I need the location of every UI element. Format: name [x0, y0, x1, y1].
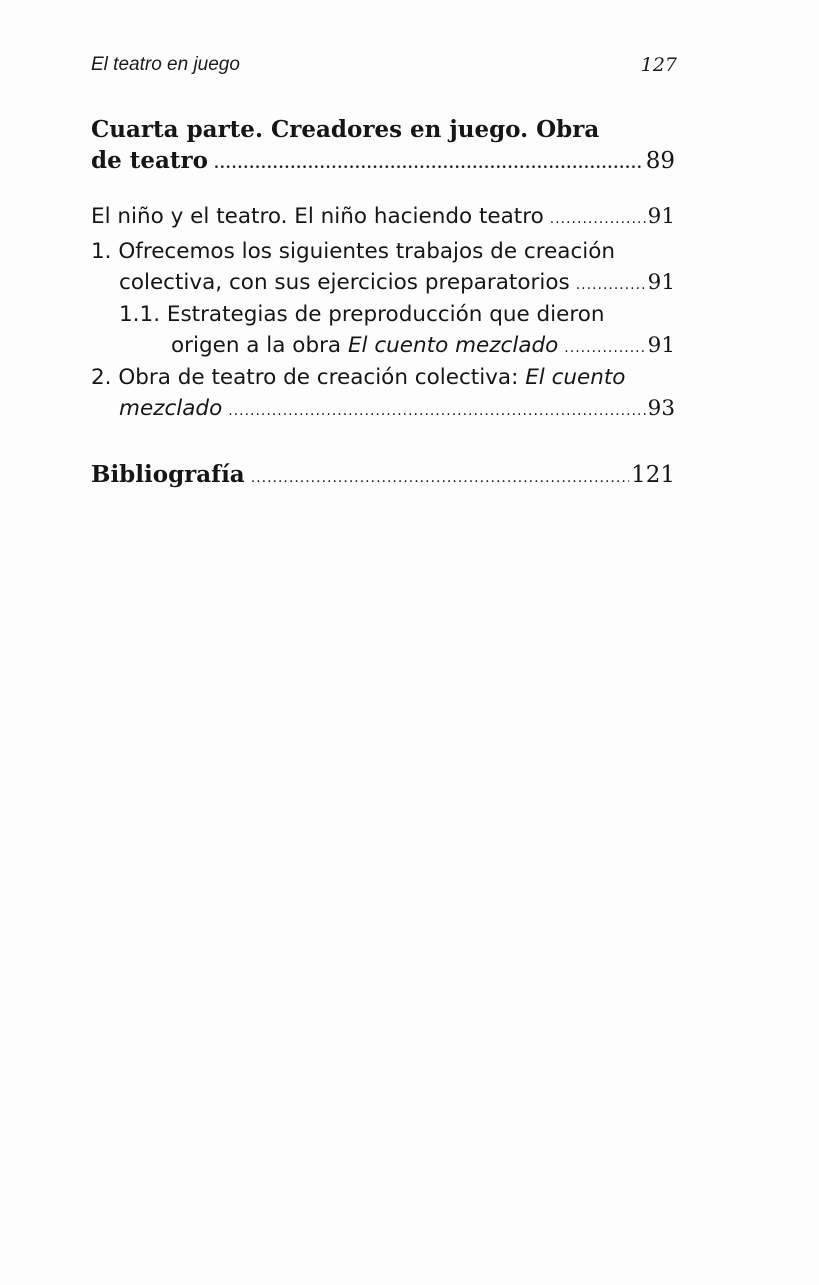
toc-entry-title: Cuarta parte. Creadores en juego. Obra — [91, 116, 600, 143]
toc-entry-2[interactable] — [91, 362, 675, 424]
running-head — [91, 54, 677, 82]
toc-entry-title-cont — [171, 330, 558, 361]
running-head-title: El teatro en juego — [91, 54, 240, 75]
toc-entry-title — [91, 362, 625, 393]
dot-leader — [228, 396, 645, 427]
toc-entry-title-cont: de teatro — [91, 147, 208, 174]
toc-entry-text: origen a la obra — [171, 333, 348, 358]
dot-leader — [251, 463, 629, 494]
toc-entry-text: 2. Obra de teatro de creación colectiva: — [91, 365, 526, 390]
dot-leader — [576, 270, 646, 301]
toc-entry-title-cont: colectiva, con sus ejercicios preparatorios — [119, 270, 570, 295]
toc-page-number: 93 — [647, 396, 675, 421]
toc-entry-italic-title: El cuento — [525, 365, 626, 390]
dot-leader — [550, 204, 646, 235]
toc-entry-el-nino[interactable] — [91, 201, 675, 232]
toc-entry-italic-title: El cuento mezclado — [347, 333, 559, 358]
toc-page-number: 91 — [647, 270, 675, 295]
toc-entry-cuarta-parte[interactable] — [91, 114, 675, 176]
toc-entry-1-1[interactable] — [91, 299, 675, 361]
dot-leader — [564, 333, 645, 364]
toc-page-number: 91 — [647, 204, 675, 229]
toc-entry-title: 1. Ofrecemos los siguientes trabajos de creación — [91, 239, 616, 264]
toc-entry-title-cont: mezclado — [119, 396, 223, 421]
toc-entry-title: 1.1. Estrategias de preproducción que dieron — [119, 302, 605, 327]
page-number: 127 — [640, 54, 677, 76]
dot-leader — [214, 149, 644, 180]
toc-entry-1[interactable] — [91, 236, 675, 298]
toc-page-number: 89 — [645, 148, 675, 174]
toc-entry-bibliografia[interactable] — [91, 459, 675, 490]
toc-entry-title: Bibliografía — [91, 461, 245, 488]
toc-page-number: 91 — [647, 333, 675, 358]
toc-entry-title: El niño y el teatro. El niño haciendo teatro — [91, 204, 544, 229]
toc-page-number: 121 — [631, 462, 675, 488]
